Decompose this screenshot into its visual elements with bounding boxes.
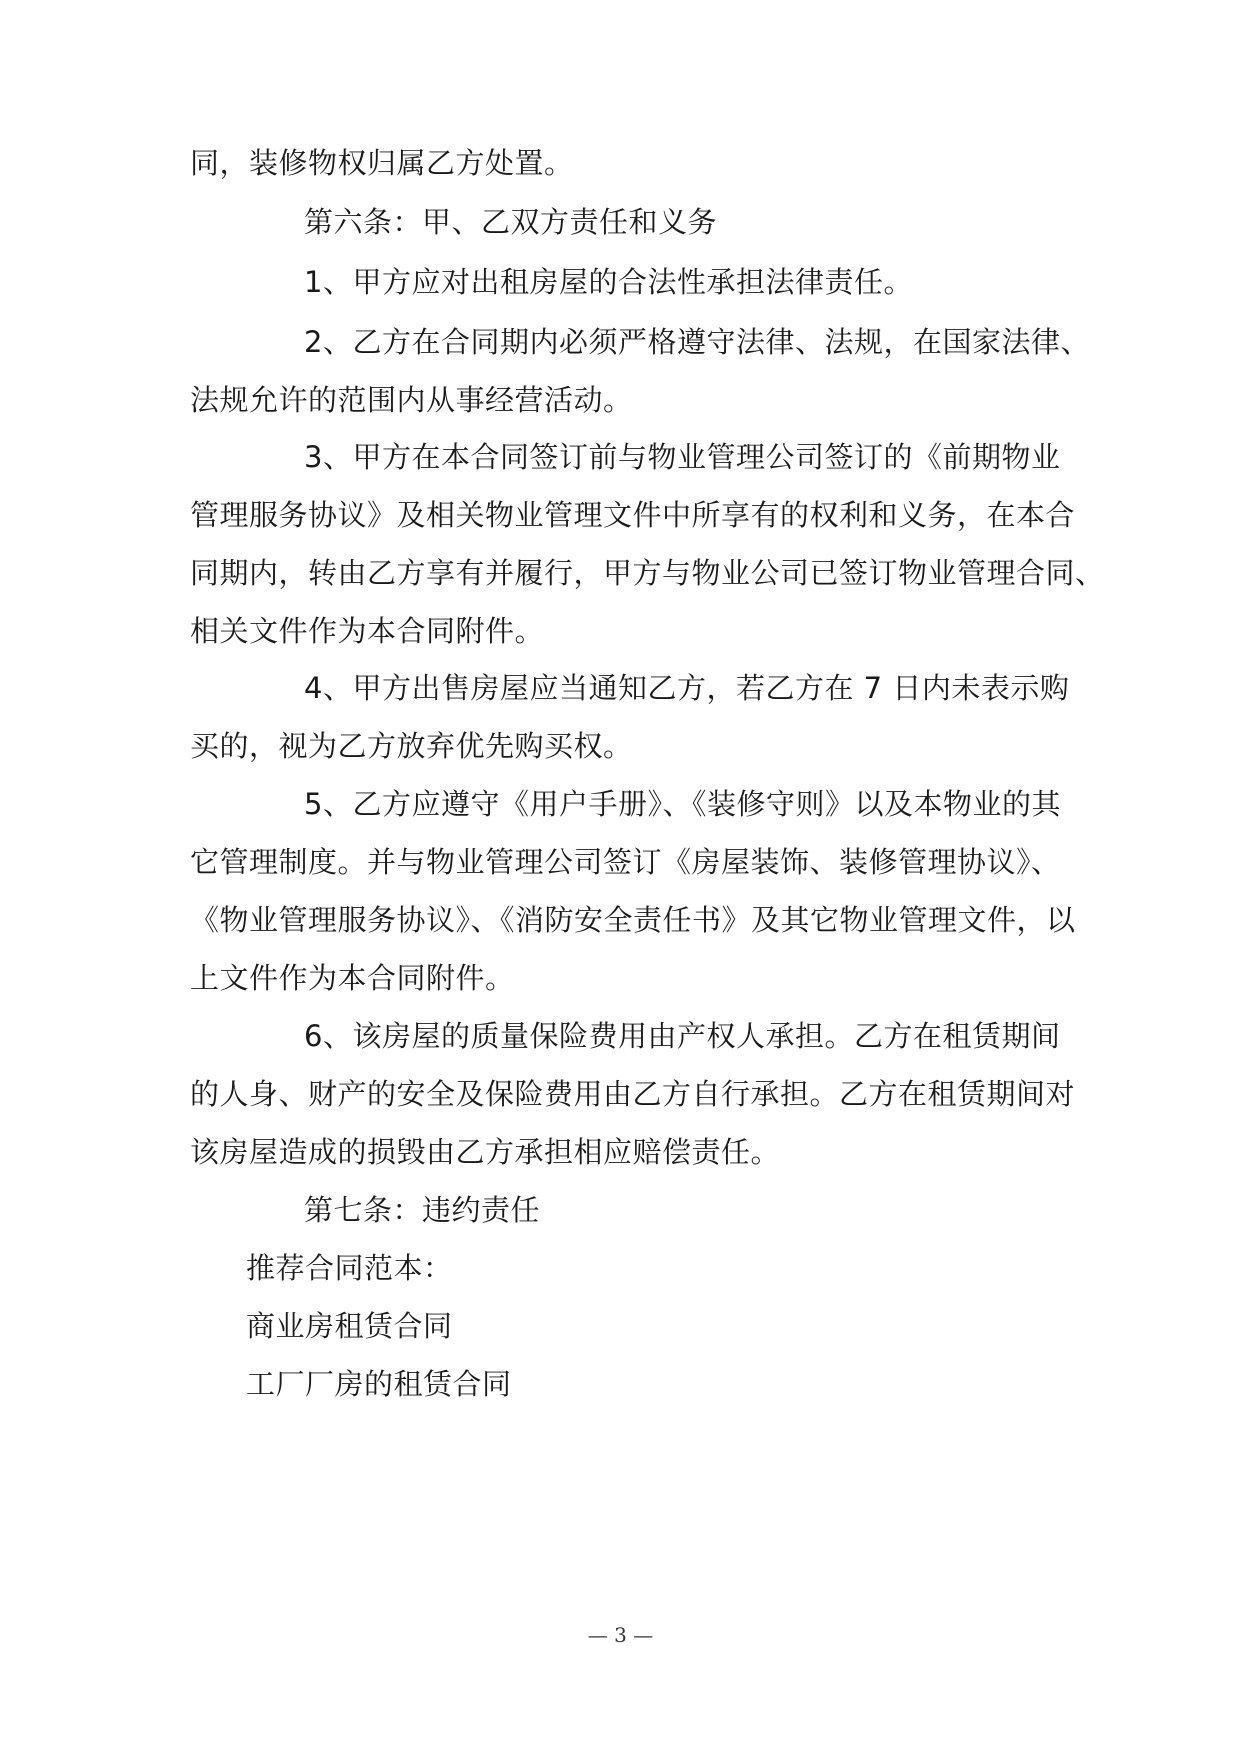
section-heading-article-7: 第七条：违约责任 xyxy=(304,1193,541,1227)
section-heading-article-6: 第六条：甲、乙双方责任和义务 xyxy=(304,205,718,239)
recommended-templates-heading: 推荐合同范本： xyxy=(246,1251,453,1285)
paragraph-line: 上文件作为本合同附件。 xyxy=(190,961,515,995)
recommended-template-link[interactable]: 工厂厂房的租赁合同 xyxy=(246,1367,512,1401)
clause-3-line: 3、甲方在本合同签订前与物业管理公司签订的《前期物业 xyxy=(304,440,1061,474)
paragraph-line: 同，装修物权归属乙方处置。 xyxy=(190,146,574,180)
paragraph-line: 相关文件作为本合同附件。 xyxy=(190,614,545,648)
page-number: — 3 — xyxy=(587,1623,654,1647)
clause-6-line: 6、该房屋的质量保险费用由产权人承担。乙方在租赁期间 xyxy=(304,1019,1061,1053)
clause-4-line: 4、甲方出售房屋应当通知乙方，若乙方在 7 日内未表示购 xyxy=(304,671,1070,705)
paragraph-line: 该房屋造成的损毁由乙方承担相应赔偿责任。 xyxy=(190,1135,781,1169)
clause-2-line: 2、乙方在合同期内必须严格遵守法律、法规，在国家法律、 xyxy=(304,325,1090,359)
paragraph-line: 《物业管理服务协议》、《消防安全责任书》及其它物业管理文件，以 xyxy=(190,903,1076,937)
paragraph-line: 同期内，转由乙方享有并履行，甲方与物业公司已签订物业管理合同、 xyxy=(190,556,1105,590)
paragraph-line: 的人身、财产的安全及保险费用由乙方自行承担。乙方在租赁期间对 xyxy=(190,1077,1076,1111)
clause-1-line: 1、甲方应对出租房屋的合法性承担法律责任。 xyxy=(304,265,913,299)
clause-5-line: 5、乙方应遵守《用户手册》、《装修守则》以及本物业的其 xyxy=(304,787,1061,821)
paragraph-line: 法规允许的范围内从事经营活动。 xyxy=(190,383,633,417)
paragraph-line: 它管理制度。并与物业管理公司签订《房屋装饰、装修管理协议》、 xyxy=(190,845,1061,879)
recommended-template-link[interactable]: 商业房租赁合同 xyxy=(246,1309,453,1343)
paragraph-line: 买的，视为乙方放弃优先购买权。 xyxy=(190,729,633,763)
paragraph-line: 管理服务协议》及相关物业管理文件中所享有的权利和义务，在本合 xyxy=(190,498,1076,532)
